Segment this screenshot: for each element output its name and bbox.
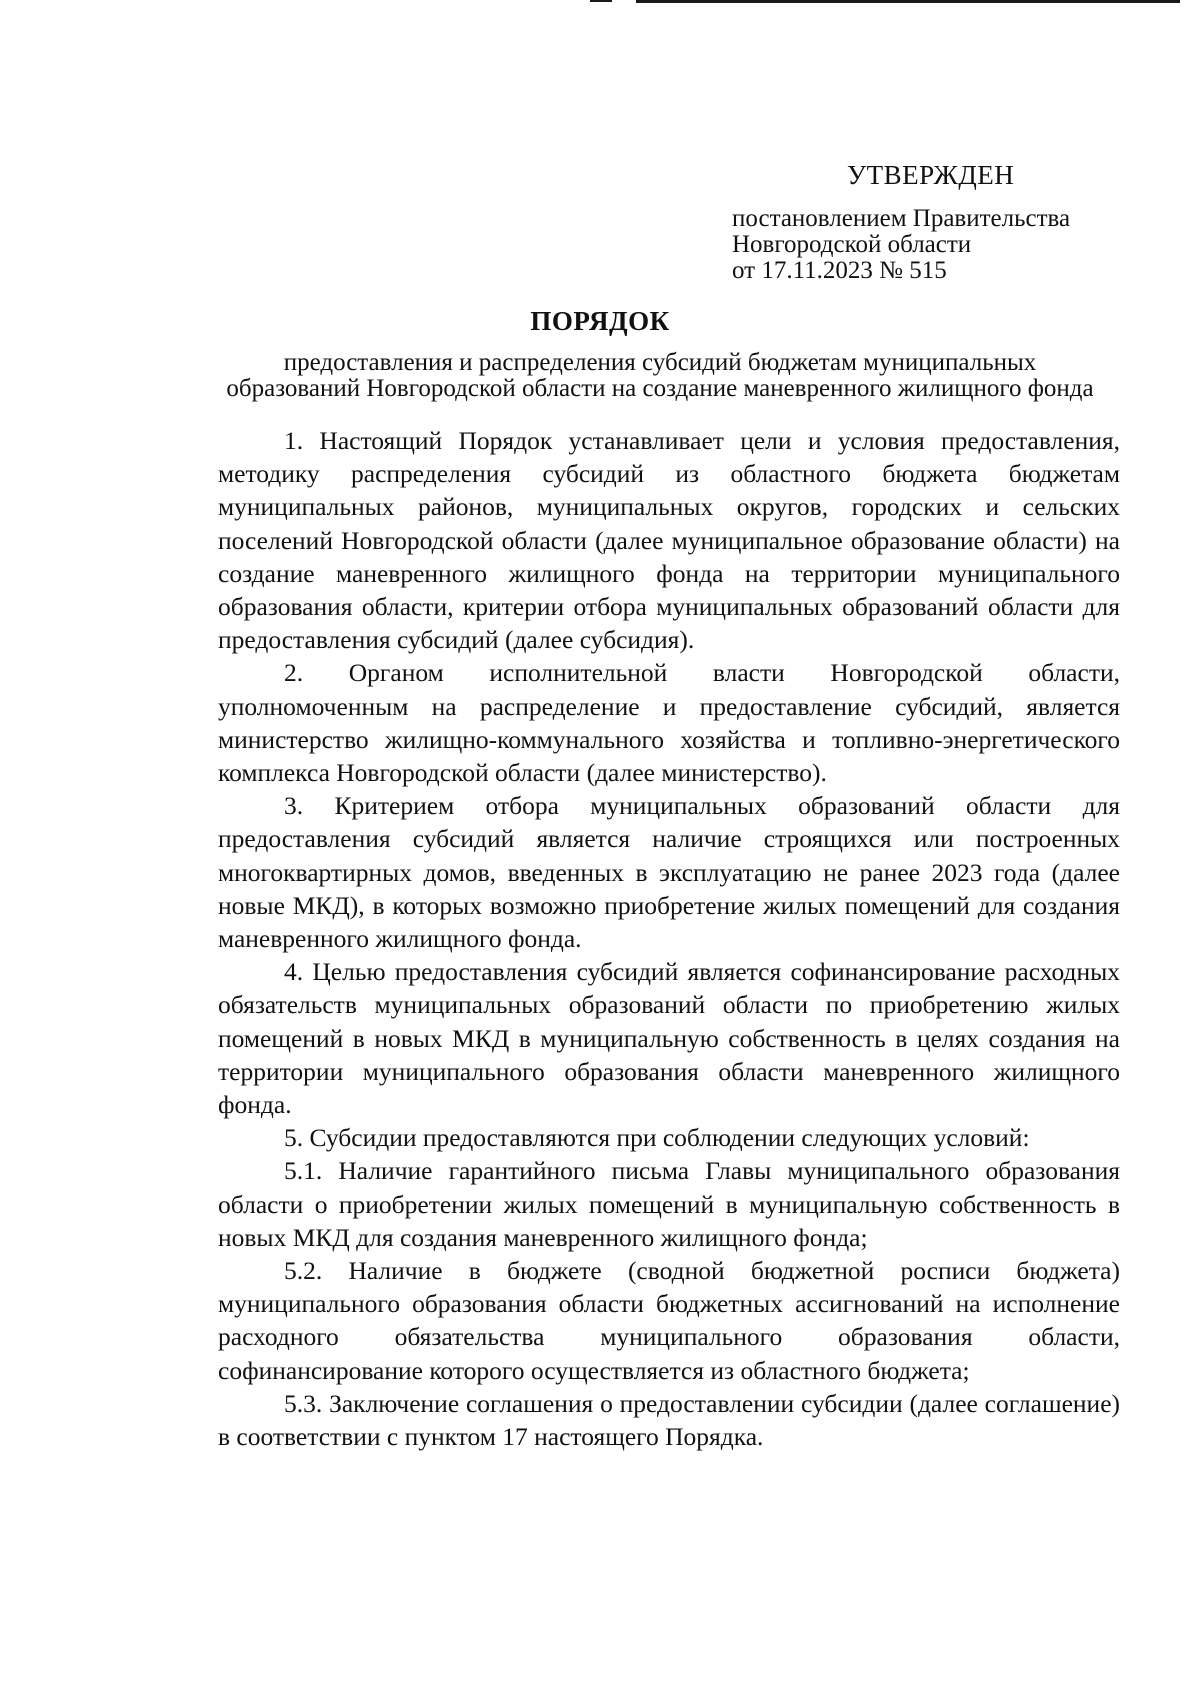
paragraph-5-2: 5.2. Наличие в бюджете (сводной бюджетной росписи бюджета) муниципального образования области бюджетных ассигнований на исполнение расходного обязательства муниципального образования области, софинансирование которого осуществляется из областного бюджета; — [218, 1256, 1120, 1385]
approval-line-1: постановлением Правительства — [732, 205, 1071, 232]
paragraph-5: 5. Субсидии предоставляются при соблюдении следующих условий: — [284, 1123, 1030, 1153]
document-subtitle — [180, 350, 1140, 402]
approval-stamp-block — [732, 158, 1152, 284]
document-body — [218, 424, 1120, 1453]
paragraph-3: 3. Критерием отбора муниципальных образований области для предоставления субсидий является наличие строящихся или построенных многоквартирных домов, введенных в эксплуатацию не ранее 2023 года (далее новые МКД), в которых возможно приобретение жилых помещений для создания маневренного жилищного фонда. — [218, 791, 1120, 954]
paragraph-1: 1. Настоящий Порядок устанавливает цели и условия предоставления, методику распределения субсидий из областного бюджета бюджетам муниципальных районов, муниципальных округов, городских и сельских поселений Новгородской области (далее муниципальное образование области) на создание маневренного жилищного фонда на территории муниципального образования области, критерии отбора муниципальных образований области для предоставления субсидий (далее субсидия). — [218, 426, 1120, 655]
scan-top-rule — [636, 0, 1180, 3]
approval-line-2: Новгородской области — [732, 231, 972, 258]
paragraph-2: 2. Органом исполнительной власти Новгородской области, уполномоченным на распределение и предоставление субсидий, является министерство жилищно-коммунального хозяйства и топливно-энергетического комплекса Новгородской области (далее министерство). — [218, 658, 1120, 788]
approval-line-3: от 17.11.2023 № 515 — [732, 257, 947, 284]
approval-heading: УТВЕРЖДЕН — [847, 160, 1015, 190]
scan-edge-mark — [590, 0, 612, 2]
subtitle-line-2: образований Новгородской области на создание маневренного жилищного фонда — [226, 375, 1094, 402]
subtitle-line-1: предоставления и распределения субсидий бюджетам муниципальных — [283, 349, 1037, 376]
paragraph-5-1: 5.1. Наличие гарантийного письма Главы муниципального образования области о приобретении жилых помещений в муниципальную собственность в новых МКД для создания маневренного жилищного фонда; — [218, 1156, 1120, 1252]
document-title: ПОРЯДОК — [530, 306, 670, 336]
paragraph-4: 4. Целью предоставления субсидий является софинансирование расходных обязательств муниципальных образований области по приобретению жилых помещений в новых МКД в муниципальную собственность в целях создания на территории муниципального образования области маневренного жилищного фонда. — [218, 957, 1120, 1120]
paragraph-5-3: 5.3. Заключение соглашения о предоставлении субсидии (далее соглашение) в соответствии с пунктом 17 настоящего Порядка. — [218, 1388, 1120, 1452]
